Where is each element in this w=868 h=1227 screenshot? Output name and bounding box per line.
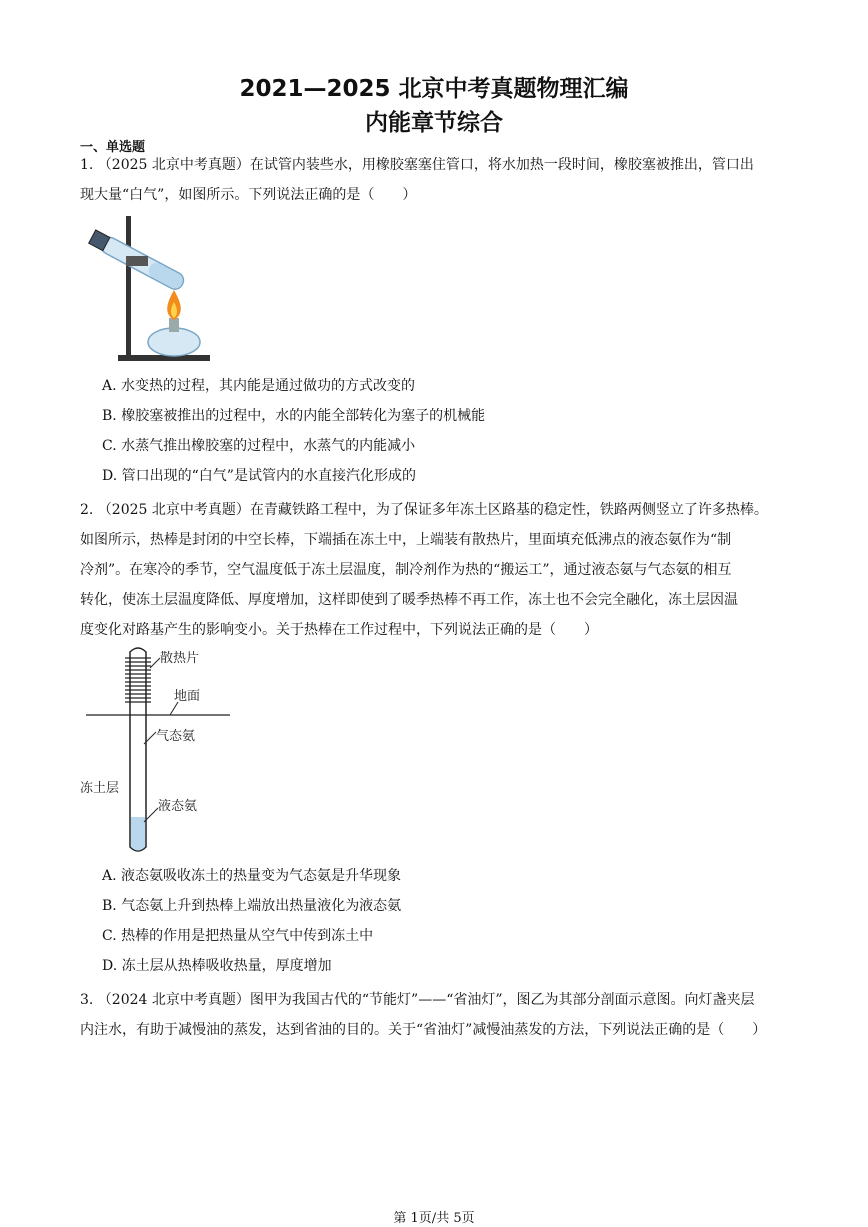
stem-line: 如图所示，热棒是封闭的中空长棒，下端插在冻土中，上端装有散热片，里面填充低沸点的液态氨作为“制 [80,532,732,548]
heat-pipe-figure [78,642,238,858]
doc-subtitle: 内能章节综合 [365,110,503,136]
stem-line: 内注水，有助于减慢油的蒸发，达到省油的目的。关于“省油灯”减慢油蒸发的方法，下列说法正确的是（ ） [80,1022,767,1038]
question-3-stem [80,985,792,1045]
page-footer: 第 1页/共 5页 [393,1211,475,1226]
alcohol-lamp [148,328,200,356]
q1-option-a: A. 水变热的过程，其内能是通过做功的方式改变的 [102,378,416,394]
question-2-stem [80,495,792,645]
q2-option-c: C. 热棒的作用是把热量从空气中传到冻土中 [102,928,374,944]
q1-option-d: D. 管口出现的“白气”是试管内的水直接汽化形成的 [102,468,416,484]
stand-pole [126,216,131,357]
q2-option-a: A. 液态氨吸收冻土的热量变为气态氨是升华现象 [102,868,402,884]
stem-line: 度变化对路基产生的影响变小。关于热棒在工作过程中，下列说法正确的是（ ） [80,622,598,638]
stem-line: 1. （2025 北京中考真题）在试管内装些水，用橡胶塞塞住管口，将水加热一段时间，橡胶塞被推出，管口出 [80,157,754,173]
label-fins: 散热片 [160,651,200,666]
clamp [126,256,148,266]
stand-base [118,355,210,361]
stem-line: 转化，使冻土层温度降低、厚度增加，这样即使到了暖季热棒不再工作，冻土也不会完全融化，冻土层因温 [80,592,738,608]
stem-line: 2. （2025 北京中考真题）在青藏铁路工程中，为了保证多年冻土区路基的稳定性，铁路两侧竖立了许多热棒。 [80,502,768,518]
q2-option-d: D. 冻土层从热棒吸收热量，厚度增加 [102,958,332,974]
label-frozen: 冻土层 [80,781,120,796]
q2-option-b: B. 气态氨上升到热棒上端放出热量液化为液态氨 [102,898,402,914]
label-gas: 气态氨 [156,729,196,744]
label-liquid: 液态氨 [158,799,198,814]
test-tube-heating-figure [78,212,218,368]
question-1-stem [80,150,792,210]
q1-option-b: B. 橡胶塞被推出的过程中，水的内能全部转化为塞子的机械能 [102,408,486,424]
q1-option-c: C. 水蒸气推出橡胶塞的过程中，水蒸气的内能减小 [102,438,416,454]
label-ground: 地面 [174,689,201,704]
doc-title: 2021—2025 北京中考真题物理汇编 [239,76,629,102]
cooling-fins [125,658,151,702]
stem-line: 冷剂”。在寒冷的季节，空气温度低于冻土层温度，制冷剂作为热的“搬运工”，通过液态氨与气态氨的相互 [80,562,732,578]
liquid-ammonia-fill [131,817,145,851]
stem-line: 现大量“白气”，如图所示。下列说法正确的是（ ） [80,187,417,203]
section-heading: 一、单选题 [80,140,146,155]
stem-line: 3. （2024 北京中考真题）图甲为我国古代的“节能灯”——“省油灯”，图乙为其部分剖面示意图。向灯盏夹层 [80,992,755,1008]
